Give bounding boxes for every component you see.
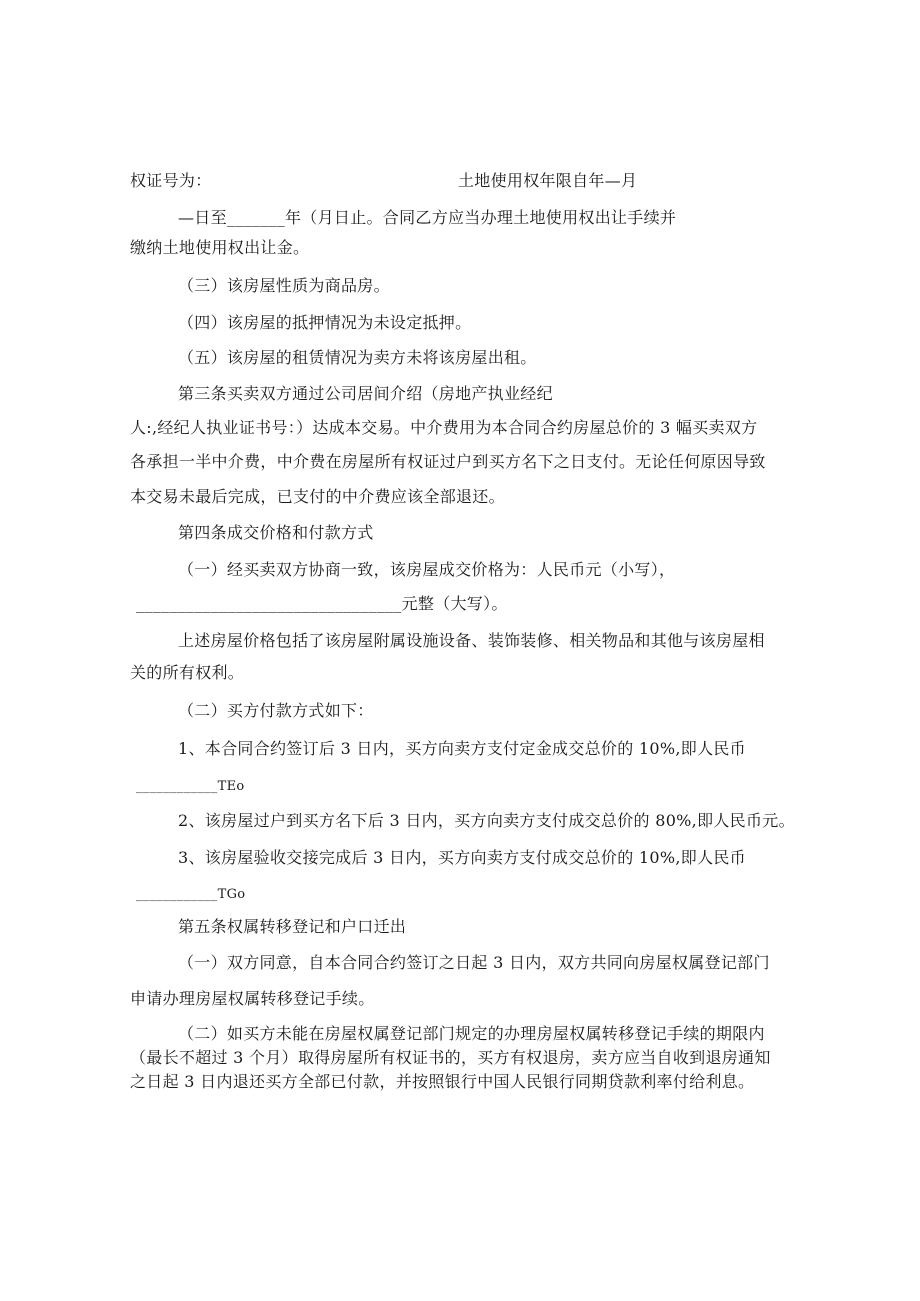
text-line: 关的所有权利。 — [130, 663, 245, 682]
text-line: （二）如买方未能在房屋权属登记部门规定的办理房屋权属转移登记手续的期限内 — [178, 1024, 765, 1043]
text-line: 本交易未最后完成，已支付的中介费应该全部退还。 — [130, 487, 505, 506]
text-line: —日至_______年（月日止。合同乙方应当办理土地使用权出让手续并 — [178, 208, 677, 227]
text-line: 土地使用权年限自年—月 — [458, 171, 638, 190]
section-heading: 第三条买卖双方通过公司居间介绍（房地产执业经纪 — [178, 384, 553, 403]
text-line: （四）该房屋的抵押情况为未设定抵押。 — [178, 313, 472, 332]
text-line: （一）双方同意，自本合同合约签订之日起 3 日内，双方共同向房屋权属登记部门 — [178, 953, 770, 972]
section-heading: 第四条成交价格和付款方式 — [178, 523, 374, 542]
text-line: （三）该房屋性质为商品房。 — [178, 276, 390, 295]
text-line: 2、该房屋过户到买方名下后 3 日内，买方向卖方支付成交总价的 80%,即人民币元。 — [178, 811, 795, 830]
text-line: 人:,经纪人执业证书号：）达成本交易。中介费用为本合同合约房屋总价的 3 幅买卖双方 — [130, 418, 758, 437]
text-line: 缴纳土地使用权出让金。 — [130, 238, 310, 257]
text-line: （五）该房屋的租赁情况为卖方未将该房屋出租。 — [178, 348, 537, 367]
text-line: 上述房屋价格包括了该房屋附属设施设备、装饰装修、相关物品和其他与该房屋相 — [178, 631, 765, 650]
text-line: 权证号为： — [130, 171, 212, 190]
text-line: （最长不超过 3 个月）取得房屋所有权证书的，买方有权退房，卖方应当自收到退房通知 — [130, 1048, 771, 1067]
text-line: 之日起 3 日内退还买方全部已付款，并按照银行中国人民银行同期贷款利率付给利息。 — [130, 1072, 755, 1091]
section-heading: 第五条权属转移登记和户口迁出 — [178, 917, 407, 936]
text-line: ____________TGo — [136, 887, 246, 902]
text-line: 1、本合同合约签订后 3 日内，买方向卖方支付定金成交总价的 10%,即人民币 — [178, 739, 746, 758]
text-line: （二）买方付款方式如下： — [178, 701, 374, 720]
text-line: 申请办理房屋权属转移登记手续。 — [130, 989, 375, 1008]
text-line: 各承担一半中介费，中介费在房屋所有权证过户到买方名下之日支付。无论任何原因导致 — [130, 452, 766, 471]
text-line: （一）经买卖双方协商一致，该房屋成交价格为：人民币元（小写）， — [178, 560, 676, 579]
text-line: ________________________________元整（大写）。 — [136, 594, 508, 613]
text-line: ____________TEo — [136, 779, 245, 794]
text-line: 3、该房屋验收交接完成后 3 日内，买方向卖方支付成交总价的 10%,即人民币 — [178, 848, 746, 867]
